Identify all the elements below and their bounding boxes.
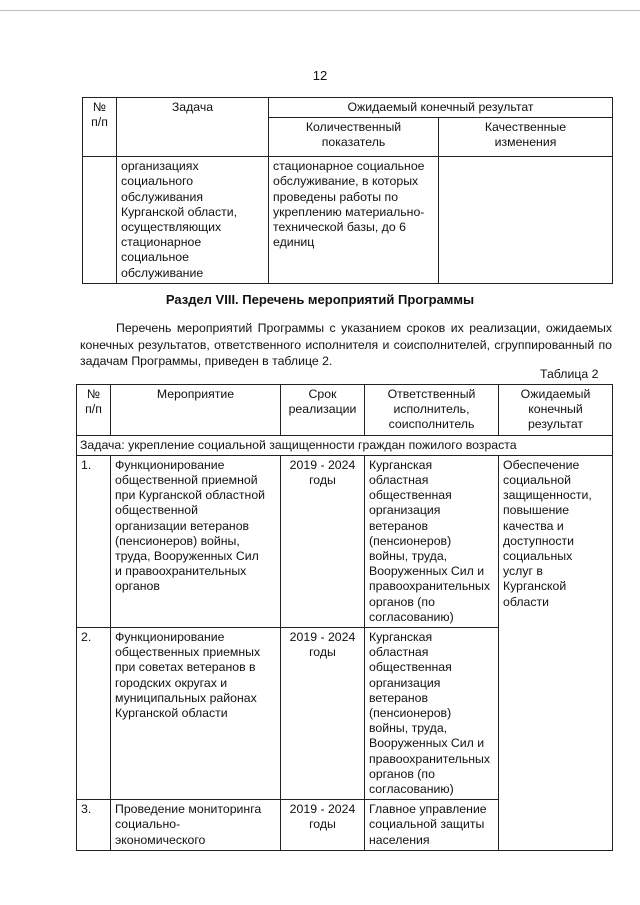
table-label: Таблица 2 bbox=[540, 367, 599, 381]
section-title: Раздел VIII. Перечень мероприятий Программы bbox=[165, 292, 475, 307]
t2-row3-num: 3. bbox=[77, 800, 111, 851]
t2-result: Обеспечение социальной защищенности, повышение качества и доступности социальных услуг в Курганской области bbox=[499, 455, 613, 850]
t2-row3-term: 2019 - 2024 годы bbox=[281, 800, 365, 851]
t1-header-qualitative: Качественные изменения bbox=[439, 118, 613, 157]
t2-row2-term: 2019 - 2024 годы bbox=[281, 628, 365, 800]
t1-row-qualitative bbox=[439, 157, 613, 284]
t2-task-row: Задача: укрепление социальной защищенности граждан пожилого возраста bbox=[77, 435, 613, 455]
t1-header-task: Задача bbox=[117, 98, 269, 157]
t1-header-expected: Ожидаемый конечный результат bbox=[269, 98, 613, 118]
t2-row2-responsible: Курганская областная общественная организация ветеранов (пенсионеров) войны, труда, Вооруженных Сил и правоохранительных органов (по согласованию) bbox=[365, 628, 499, 800]
table-row bbox=[77, 455, 613, 627]
t2-header-event: Мероприятие bbox=[111, 385, 281, 436]
t2-header-num: № п/п bbox=[77, 385, 111, 436]
t1-row-task: организациях социального обслуживания Курганской области, осуществляющих стационарное социальное обслуживание bbox=[117, 157, 269, 284]
table-2 bbox=[76, 384, 613, 851]
t2-row3-event: Проведение мониторинга социально- экономического bbox=[111, 800, 281, 851]
table-1 bbox=[82, 97, 613, 284]
t2-header-term: Срок реализации bbox=[281, 385, 365, 436]
t2-row1-term: 2019 - 2024 годы bbox=[281, 455, 365, 627]
t1-header-num: № п/п bbox=[83, 98, 117, 157]
t1-row-num bbox=[83, 157, 117, 284]
t2-row1-num: 1. bbox=[77, 455, 111, 627]
t2-header-result: Ожидаемый конечный результат bbox=[499, 385, 613, 436]
page-number: 12 bbox=[312, 68, 328, 83]
t1-header-quantitative: Количественный показатель bbox=[269, 118, 439, 157]
t2-row1-responsible: Курганская областная общественная организация ветеранов (пенсионеров) войны, труда, Вооруженных Сил и правоохранительных органов (по согласованию) bbox=[365, 455, 499, 627]
t2-row2-event: Функционирование общественных приемных при советах ветеранов в городских округах и муниципальных районах Курганской области bbox=[111, 628, 281, 800]
scan-top-line bbox=[0, 10, 640, 11]
intro-paragraph: Перечень мероприятий Программы с указанием сроков их реализации, ожидаемых конечных результатов, ответственного исполнителя и соисполнителей, сгруппированный по задачам Программы, приведен в таблице 2. bbox=[80, 321, 612, 368]
t1-row-quantitative: стационарное социальное обслуживание, в которых проведены работы по укреплению материально- технической базы, до 6 единиц bbox=[269, 157, 439, 284]
t2-header-responsible: Ответственный исполнитель, соисполнитель bbox=[365, 385, 499, 436]
t2-row2-num: 2. bbox=[77, 628, 111, 800]
t2-row3-responsible: Главное управление социальной защиты населения bbox=[365, 800, 499, 851]
t2-row1-event: Функционирование общественной приемной при Курганской областной общественной организации ветеранов (пенсионеров) войны, труда, Вооруженных Сил и правоохранительных органов bbox=[111, 455, 281, 627]
